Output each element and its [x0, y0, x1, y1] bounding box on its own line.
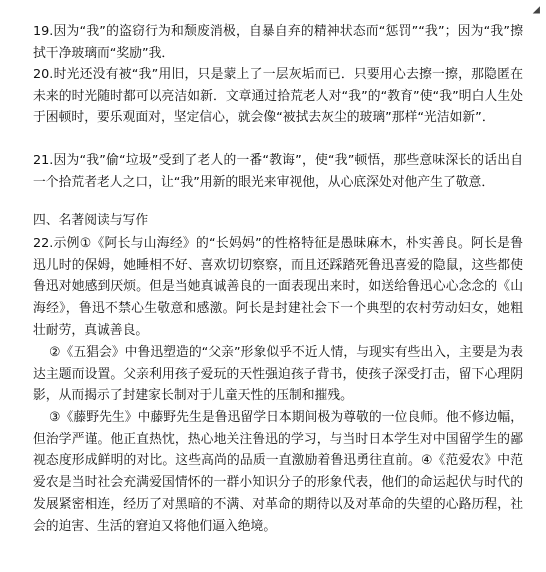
answer-19: 19.因为“我”的盗窃行为和颓废消极，自暴自弃的精神状态而“惩罚”“我”；因为“我”擦拭干净玻璃而“奖励”我．: [33, 24, 523, 61]
section-heading-4: 四、名著阅读与写作: [33, 213, 149, 228]
answer-22-example-2: ②《五猖会》中鲁迅塑造的“父亲”形象似乎不近人情，与现实有些出入，主要是为表达主题而设置。父亲利用孩子爱玩的天性强迫孩子背书，使孩子深受打击，留下心理阴影，从而揭示了封建家长制对于儿童天性的压制和摧残。: [33, 345, 523, 404]
answer-22-example-3-4: ③《藤野先生》中藤野先生是鲁迅留学日本期间极为尊敬的一位良师。他不修边幅，但治学严谨。他正直热忱，热心地关注鲁迅的学习，与当时日本学生对中国留学生的鄙视态度形成鲜明的对比。这些高尚的品质一直激励着鲁迅勇往直前。④《范爱农》中范爱农是当时社会充满爱国情怀的一群小知识分子的形象代表，他们的命运起伏与时代的发展紧密相连，经历了对黑暗的不满、对革命的期待以及对革命的失望的心路历程，社会的迫害、生活的窘迫又将他们逼入绝境。: [33, 410, 523, 534]
answer-21: 21.因为“我”偷“垃圾”受到了老人的一番“教诲”，使“我”顿悟，那些意味深长的话出自一个拾荒者老人之口，让“我”用新的眼光来审视他，从心底深处对他产生了敬意．: [33, 153, 523, 190]
corner-mark: ◢: [532, 2, 540, 16]
answer-22-example-1: 22.示例①《阿长与山海经》的“长妈妈”的性格特征是愚昧麻木，朴实善良。阿长是鲁迅儿时的保姆，她睡相不好、喜欢切切察察，而且还踩踏死鲁迅喜爱的隐鼠，这些都使鲁迅对她感到厌烦。但是当她真诚善良的一面表现出来时，如送给鲁迅心心念念的《山海经》，鲁迅不禁心生敬意和感激。阿长是封建社会下一个典型的农村劳动妇女，她粗壮耐劳，真诚善良。: [33, 236, 523, 338]
answer-20: 20.时光还没有被“我”用旧，只是蒙上了一层灰垢而已．只要用心去擦一擦，那隐匿在未来的时光随时都可以亮洁如新．文章通过拾荒老人对“我”的“教育”使“我”明白人生处于困顿时，要乐观面对，坚定信心，就会像“被拭去灰尘的玻璃”那样“光洁如新”．: [33, 67, 523, 126]
